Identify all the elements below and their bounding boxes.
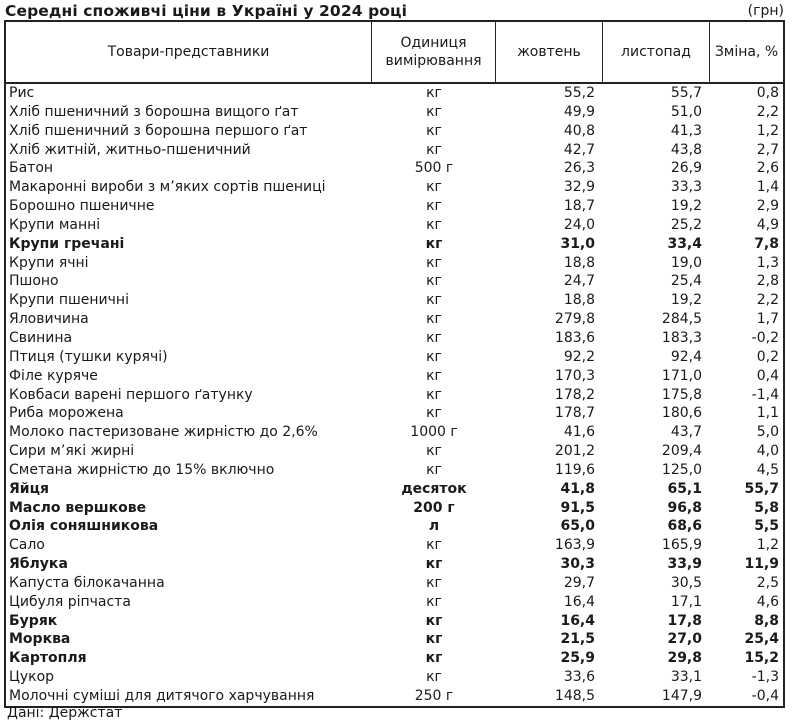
- october-price: 163,9: [554, 537, 595, 554]
- product-name: Буряк: [9, 612, 58, 629]
- october-price: 178,7: [554, 405, 595, 422]
- change-percent: 25,4: [744, 631, 779, 648]
- table-row: [6, 103, 783, 122]
- product-name: Птиця (тушки курячі): [9, 348, 168, 365]
- unit-cell: кг: [425, 612, 443, 629]
- october-price: 49,9: [563, 103, 595, 120]
- october-price: 18,8: [563, 292, 595, 309]
- change-percent: 0,4: [756, 367, 779, 384]
- table-row: [6, 687, 783, 706]
- product-name: Яблука: [9, 556, 68, 573]
- unit-cell: кг: [426, 141, 442, 158]
- october-price: 32,9: [563, 179, 595, 196]
- change-percent: 1,1: [756, 405, 779, 422]
- november-price: 171,0: [661, 367, 702, 384]
- change-percent: 15,2: [744, 650, 779, 667]
- october-price: 21,5: [560, 631, 595, 648]
- november-price: 68,6: [667, 518, 702, 535]
- change-percent: 2,9: [756, 198, 779, 215]
- november-price: 43,7: [670, 424, 702, 441]
- change-percent: 5,8: [754, 499, 779, 516]
- november-price: 147,9: [661, 688, 702, 704]
- product-name: Цибуля ріпчаста: [9, 593, 131, 610]
- table-row: [6, 423, 783, 442]
- table-row: [6, 235, 783, 254]
- october-price: 30,3: [560, 556, 595, 573]
- november-price: 33,1: [670, 669, 702, 686]
- table-row: [6, 536, 783, 555]
- change-percent: -1,4: [751, 386, 779, 403]
- table-row: [6, 272, 783, 291]
- change-percent: 1,2: [756, 122, 779, 139]
- unit-cell: кг: [426, 593, 442, 610]
- change-percent: 2,5: [756, 574, 779, 591]
- product-name: Картопля: [9, 650, 87, 667]
- header-product: Товари-представники: [6, 22, 372, 82]
- unit-cell: кг: [426, 273, 442, 290]
- october-price: 26,3: [563, 160, 595, 177]
- unit-cell: кг: [426, 292, 442, 309]
- october-price: 91,5: [560, 499, 595, 516]
- unit-cell: кг: [426, 329, 442, 346]
- product-name: Риба морожена: [9, 405, 124, 422]
- november-price: 27,0: [667, 631, 702, 648]
- change-percent: 1,7: [756, 311, 779, 328]
- november-price: 165,9: [661, 537, 702, 554]
- table-row: [6, 122, 783, 141]
- table-row: [6, 612, 783, 631]
- november-price: 33,9: [667, 556, 702, 573]
- october-price: 24,0: [563, 216, 595, 233]
- november-price: 33,4: [667, 235, 702, 252]
- table-row: [6, 291, 783, 310]
- november-price: 29,8: [667, 650, 702, 667]
- november-price: 25,4: [670, 273, 702, 290]
- october-price: 183,6: [554, 329, 595, 346]
- table-row: [6, 649, 783, 668]
- change-percent: 4,0: [756, 443, 779, 460]
- header-october: жовтень: [496, 22, 603, 82]
- product-name: Крупи ячні: [9, 254, 89, 271]
- october-price: 42,7: [563, 141, 595, 158]
- table-row: [6, 517, 783, 536]
- october-price: 25,9: [560, 650, 595, 667]
- october-price: 65,0: [560, 518, 595, 535]
- header-unit: Одиниця вимірювання: [372, 22, 496, 82]
- table-row: [6, 630, 783, 649]
- october-price: 40,8: [563, 122, 595, 139]
- product-name: Свинина: [9, 329, 73, 346]
- table-row: [6, 178, 783, 197]
- unit-cell: кг: [426, 216, 442, 233]
- product-name: Цукор: [9, 669, 55, 686]
- table-row: [6, 499, 783, 518]
- currency-note: (грн): [747, 3, 784, 19]
- october-price: 18,8: [563, 254, 595, 271]
- unit-cell: кг: [426, 443, 442, 460]
- change-percent: -0,2: [751, 329, 779, 346]
- october-price: 201,2: [554, 443, 595, 460]
- unit-cell: десяток: [401, 480, 467, 497]
- change-percent: 8,8: [754, 612, 779, 629]
- unit-cell: кг: [426, 103, 442, 120]
- unit-cell: кг: [426, 85, 442, 101]
- table-row: [6, 310, 783, 329]
- unit-cell: кг: [425, 650, 443, 667]
- table-row: [6, 159, 783, 178]
- november-price: 51,0: [670, 103, 702, 120]
- product-name: Ковбаси варені першого ґатунку: [9, 386, 253, 403]
- unit-cell: кг: [426, 669, 442, 686]
- change-percent: 1,2: [756, 537, 779, 554]
- change-percent: -0,4: [751, 688, 779, 704]
- table-row: [6, 254, 783, 273]
- october-price: 16,4: [563, 593, 595, 610]
- october-price: 29,7: [563, 574, 595, 591]
- unit-cell: кг: [426, 198, 442, 215]
- table-title: Середні споживчі ціни в Україні у 2024 році: [5, 2, 408, 20]
- unit-cell: кг: [426, 348, 442, 365]
- product-name: Хліб пшеничний з борошна вищого ґат: [9, 103, 299, 120]
- november-price: 92,4: [670, 348, 702, 365]
- november-price: 284,5: [661, 311, 702, 328]
- table-row: [6, 555, 783, 574]
- unit-cell: кг: [426, 537, 442, 554]
- change-percent: 11,9: [744, 556, 779, 573]
- october-price: 41,6: [563, 424, 595, 441]
- product-name: Хліб житній, житньо-пшеничний: [9, 141, 251, 158]
- product-name: Рис: [9, 85, 35, 101]
- product-name: Філе куряче: [9, 367, 98, 384]
- november-price: 175,8: [661, 386, 702, 403]
- table-row: [6, 197, 783, 216]
- change-percent: 2,7: [756, 141, 779, 158]
- november-price: 41,3: [670, 122, 702, 139]
- november-price: 19,2: [670, 198, 702, 215]
- change-percent: 5,5: [754, 518, 779, 535]
- unit-cell: кг: [426, 461, 442, 478]
- change-percent: 55,7: [744, 480, 779, 497]
- change-percent: 2,6: [756, 160, 779, 177]
- table-header: [6, 22, 783, 84]
- change-percent: 0,8: [756, 85, 779, 101]
- product-name: Пшоно: [9, 273, 59, 290]
- november-price: 180,6: [661, 405, 702, 422]
- unit-cell: кг: [426, 386, 442, 403]
- product-name: Капуста білокачанна: [9, 574, 165, 591]
- table-row: [6, 442, 783, 461]
- data-source: Дані: Держстат: [7, 705, 123, 721]
- table-row: [6, 461, 783, 480]
- october-price: 148,5: [554, 688, 595, 704]
- october-price: 16,4: [560, 612, 595, 629]
- table-row: [6, 329, 783, 348]
- table-row: [6, 348, 783, 367]
- table-body: [6, 84, 783, 706]
- change-percent: 5,0: [756, 424, 779, 441]
- unit-cell: кг: [426, 367, 442, 384]
- product-name: Хліб пшеничний з борошна першого ґат: [9, 122, 308, 139]
- unit-cell: кг: [426, 254, 442, 271]
- change-percent: 7,8: [754, 235, 779, 252]
- table-row: [6, 668, 783, 687]
- table-row: [6, 141, 783, 160]
- october-price: 18,7: [563, 198, 595, 215]
- november-price: 26,9: [670, 160, 702, 177]
- october-price: 55,2: [563, 85, 595, 101]
- product-name: Яйця: [9, 480, 49, 497]
- header-november: листопад: [603, 22, 710, 82]
- unit-cell: 1000 г: [410, 424, 458, 441]
- unit-cell: кг: [426, 311, 442, 328]
- table-row: [6, 216, 783, 235]
- table-row: [6, 480, 783, 499]
- november-price: 17,1: [670, 593, 702, 610]
- header-change: Зміна, %: [714, 44, 779, 60]
- product-name: Олія соняшникова: [9, 518, 159, 535]
- change-percent: 2,2: [756, 103, 779, 120]
- table-row: [6, 84, 783, 103]
- table-row: [6, 593, 783, 612]
- product-name: Крупи гречані: [9, 235, 125, 252]
- october-price: 92,2: [563, 348, 595, 365]
- product-name: Крупи пшеничні: [9, 292, 129, 309]
- product-name: Макаронні вироби з м’яких сортів пшениці: [9, 179, 326, 196]
- change-percent: 0,2: [756, 348, 779, 365]
- change-percent: 1,4: [756, 179, 779, 196]
- november-price: 209,4: [661, 443, 702, 460]
- november-price: 17,8: [667, 612, 702, 629]
- change-percent: 2,2: [756, 292, 779, 309]
- october-price: 33,6: [563, 669, 595, 686]
- table-row: [6, 574, 783, 593]
- product-name: Борошно пшеничне: [9, 198, 155, 215]
- product-name: Яловичина: [9, 311, 89, 328]
- october-price: 279,8: [554, 311, 595, 328]
- table-row: [6, 367, 783, 386]
- table-row: [6, 404, 783, 423]
- november-price: 19,0: [670, 254, 702, 271]
- unit-cell: л: [428, 518, 440, 535]
- unit-cell: кг: [426, 179, 442, 196]
- november-price: 25,2: [670, 216, 702, 233]
- october-price: 170,3: [554, 367, 595, 384]
- change-percent: 1,3: [756, 254, 779, 271]
- november-price: 183,3: [661, 329, 702, 346]
- unit-cell: 250 г: [414, 688, 454, 704]
- november-price: 125,0: [661, 461, 702, 478]
- unit-cell: кг: [425, 235, 443, 252]
- unit-cell: кг: [425, 631, 443, 648]
- unit-cell: кг: [425, 556, 443, 573]
- product-name: Масло вершкове: [9, 499, 147, 516]
- unit-cell: 200 г: [413, 499, 455, 516]
- october-price: 119,6: [554, 461, 595, 478]
- november-price: 33,3: [670, 179, 702, 196]
- november-price: 43,8: [670, 141, 702, 158]
- unit-cell: кг: [426, 574, 442, 591]
- november-price: 96,8: [667, 499, 702, 516]
- unit-cell: 500 г: [414, 160, 454, 177]
- product-name: Батон: [9, 160, 54, 177]
- november-price: 19,2: [670, 292, 702, 309]
- november-price: 65,1: [667, 480, 702, 497]
- october-price: 41,8: [560, 480, 595, 497]
- change-percent: 4,9: [756, 216, 779, 233]
- november-price: 55,7: [670, 85, 702, 101]
- product-name: Сири м’які жирні: [9, 443, 135, 460]
- product-name: Сало: [9, 537, 45, 554]
- change-percent: 4,6: [756, 593, 779, 610]
- unit-cell: кг: [426, 122, 442, 139]
- change-percent: -1,3: [751, 669, 779, 686]
- change-percent: 4,5: [756, 461, 779, 478]
- product-name: Молочні суміші для дитячого харчування: [9, 688, 315, 704]
- table-row: [6, 386, 783, 405]
- october-price: 24,7: [563, 273, 595, 290]
- product-name: Морква: [9, 631, 71, 648]
- november-price: 30,5: [670, 574, 702, 591]
- product-name: Молоко пастеризоване жирністю до 2,6%: [9, 424, 318, 441]
- change-percent: 2,8: [756, 273, 779, 290]
- prices-table: [4, 20, 785, 708]
- product-name: Сметана жирністю до 15% включно: [9, 461, 275, 478]
- unit-cell: кг: [426, 405, 442, 422]
- product-name: Крупи манні: [9, 216, 101, 233]
- october-price: 31,0: [560, 235, 595, 252]
- october-price: 178,2: [554, 386, 595, 403]
